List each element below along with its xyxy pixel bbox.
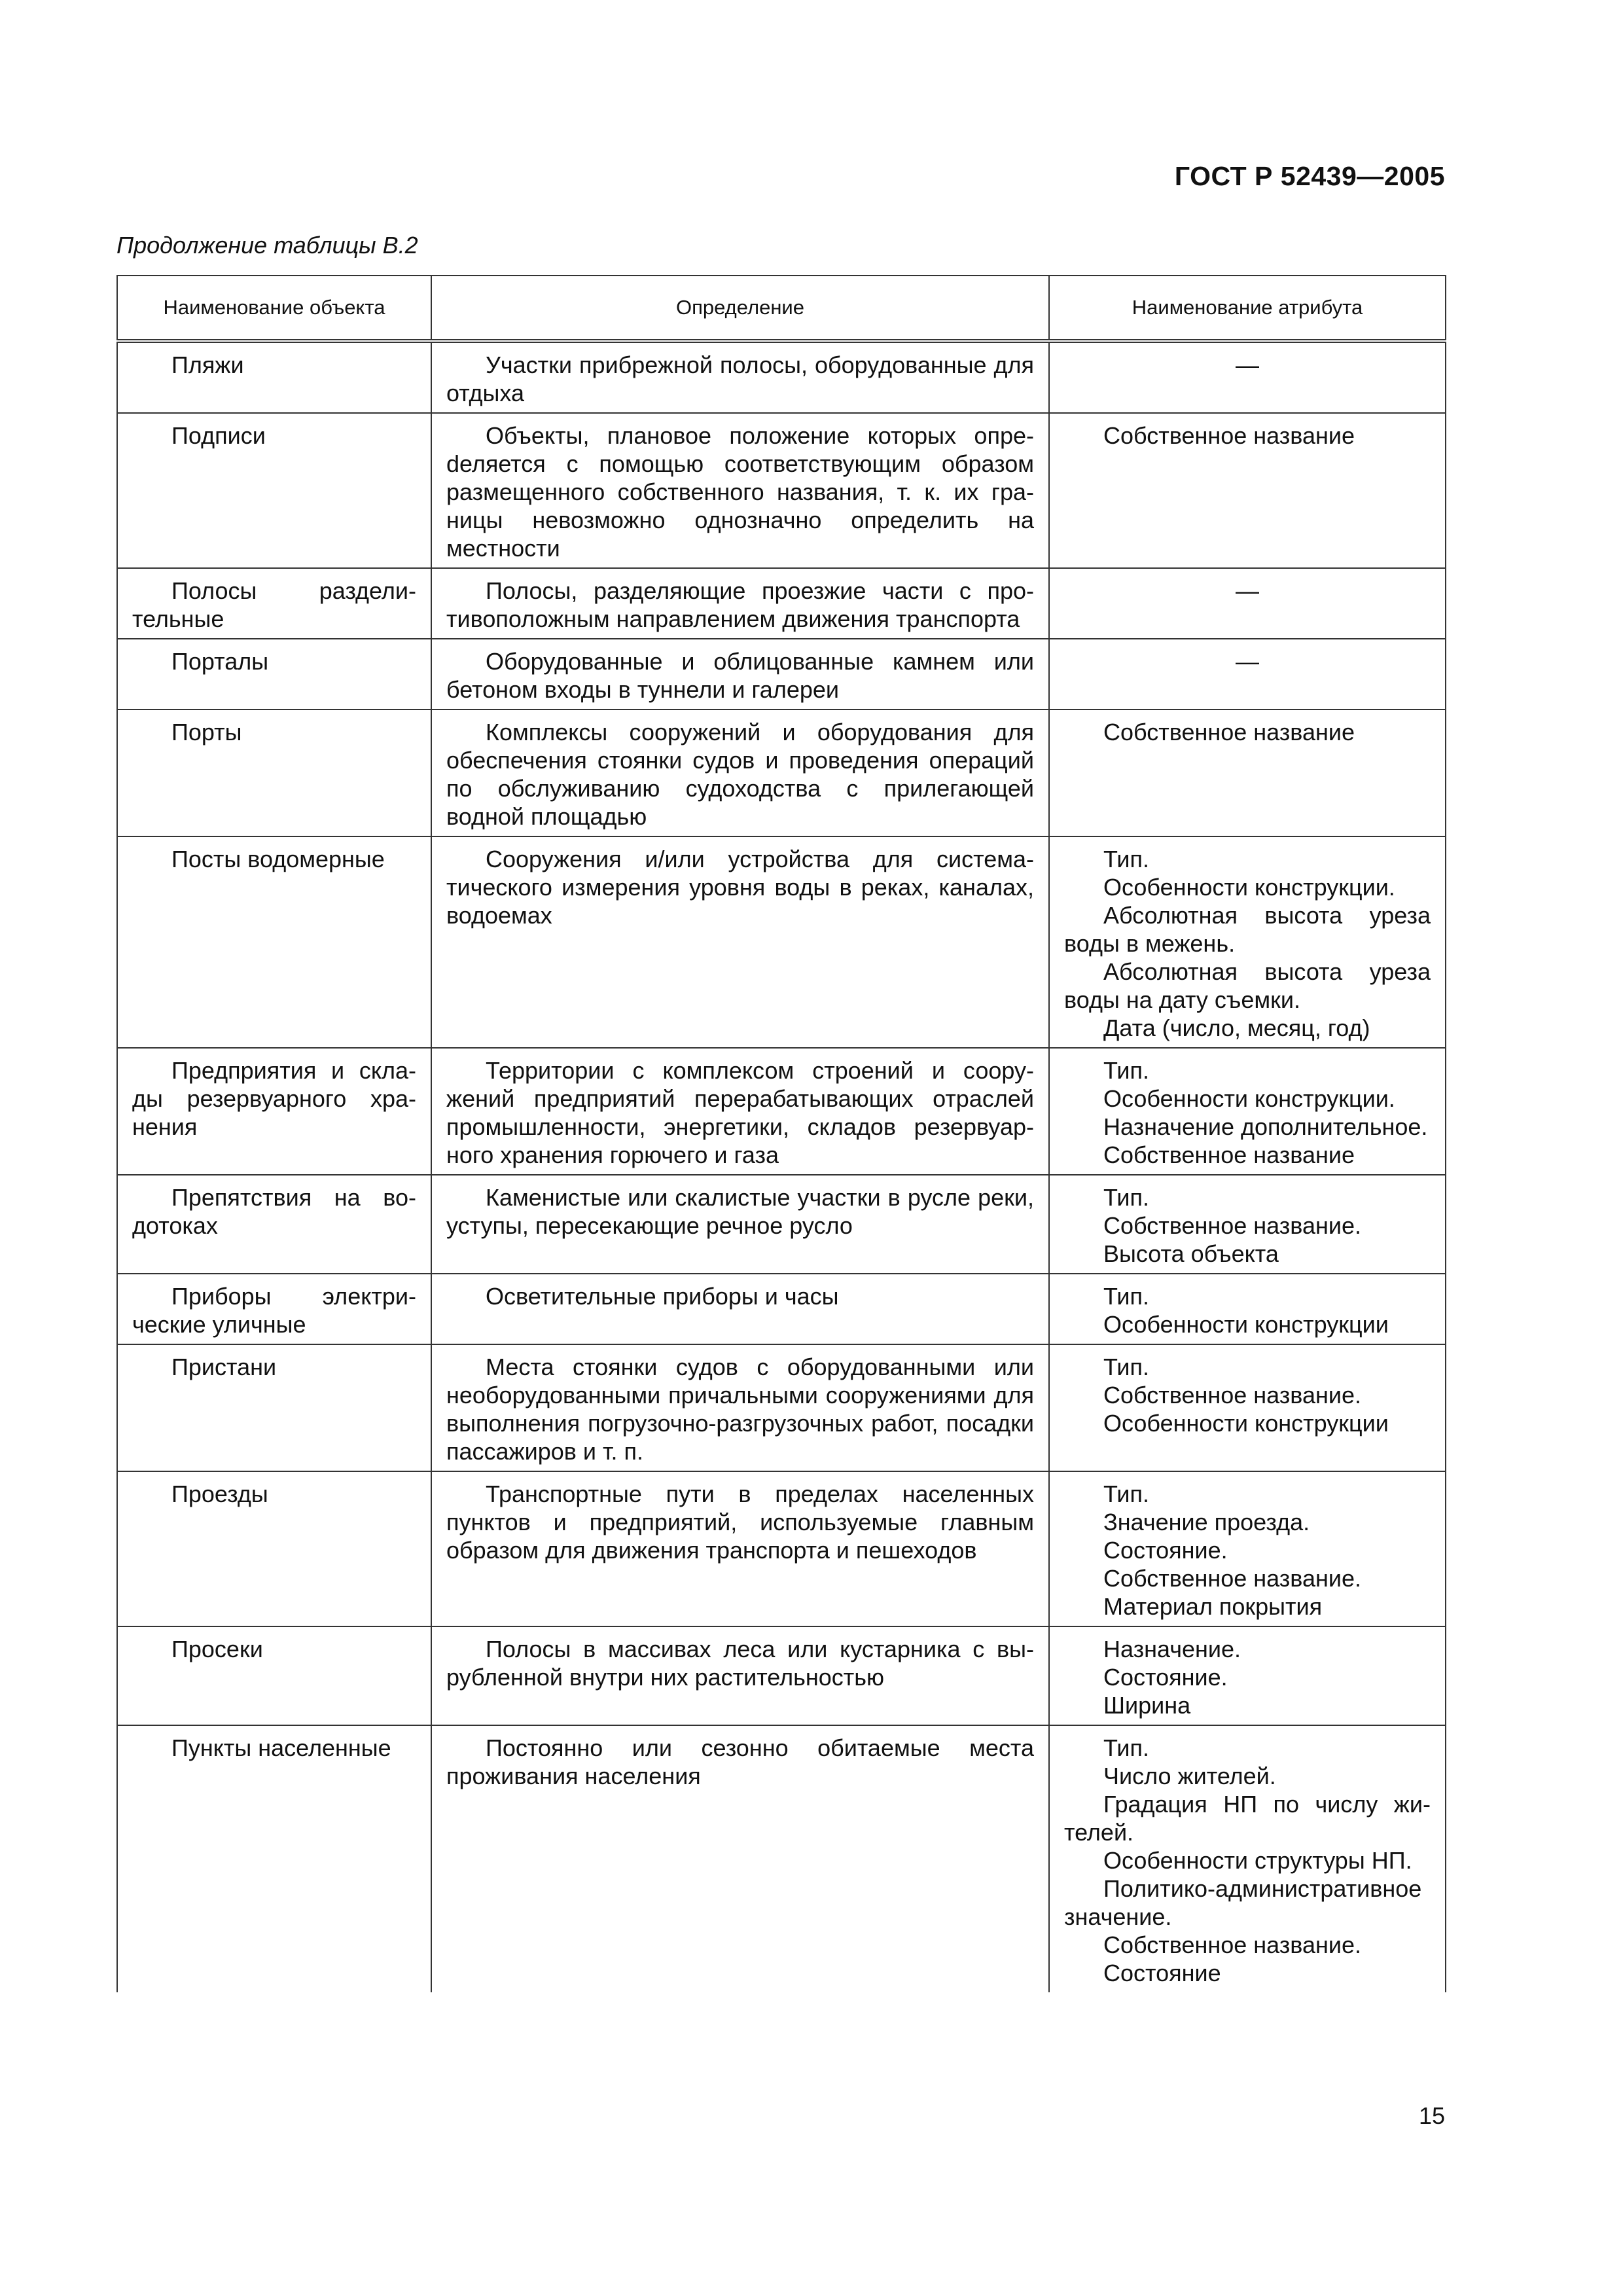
table-header-row <box>117 276 1446 341</box>
attribute-cell <box>1049 709 1446 836</box>
attribute-cell <box>1049 1471 1446 1626</box>
object-name-cell: Пляжи <box>117 341 431 413</box>
definition-cell: Оборудованные и облицованные камнем или бетоном входы в туннели и галереи <box>431 639 1049 709</box>
attribute-line: Политико-административное значение. <box>1064 1875 1422 1930</box>
definition-cell: Полосы, разделяющие проезжие части с противоположным направлением движения транспорта <box>431 568 1049 639</box>
table-continuation-caption: Продолжение таблицы В.2 <box>116 232 418 259</box>
attribute-line: Особенности конструкции. <box>1103 874 1395 901</box>
attribute-line: Тип. <box>1103 1283 1150 1310</box>
definition-cell: Осветительные приборы и часы <box>431 1274 1049 1344</box>
definition-cell: Транспортные пути в пределах населенных пунктов и предприятий, используемые главным образом для движения транспорта и пешеходов <box>431 1471 1049 1626</box>
object-name-cell: Приборы электрические уличные <box>117 1274 431 1344</box>
table-row <box>117 341 1446 413</box>
attribute-line: Собственное название <box>1103 422 1355 449</box>
table-row <box>117 568 1446 639</box>
attribute-line: Собственное название <box>1103 1141 1355 1168</box>
object-name-cell: Препятствия на водотоках <box>117 1175 431 1274</box>
attribute-line: Состояние. <box>1103 1664 1228 1691</box>
attribute-line: Дата (число, месяц, год) <box>1103 1014 1370 1041</box>
table-row <box>117 1344 1446 1471</box>
attribute-cell <box>1049 1725 1446 1992</box>
attribute-line: Особенности конструкции <box>1103 1410 1389 1437</box>
table-row <box>117 639 1446 709</box>
attribute-cell <box>1049 1344 1446 1471</box>
attribute-cell <box>1049 568 1446 639</box>
attribute-line: Значение проезда. <box>1103 1509 1310 1535</box>
attribute-cell <box>1049 1274 1446 1344</box>
attribute-line: Состояние. <box>1103 1537 1228 1564</box>
definition-cell: Сооружения и/или устройства для систематического измерения уровня воды в реках, каналах, водоемах <box>431 836 1049 1048</box>
attribute-cell <box>1049 836 1446 1048</box>
table-row <box>117 413 1446 568</box>
attribute-line: Собственное название. <box>1103 1565 1362 1592</box>
attribute-line: Абсолютная высота уреза воды в межень. <box>1064 902 1431 957</box>
table-row <box>117 836 1446 1048</box>
attribute-line: — <box>1236 351 1259 378</box>
object-name-cell: Предприятия и склады резервуарного хранения <box>117 1048 431 1175</box>
definition-cell: Объекты, плановое положение которых опреdеляется с помощью соответствующим образом размещенного собственного названия, т. к. их границы невозможно однозначно определить на местности <box>431 413 1049 568</box>
attribute-line: Особенности конструкции. <box>1103 1085 1395 1112</box>
table-row <box>117 1048 1446 1175</box>
attribute-line: Число жителей. <box>1103 1763 1276 1789</box>
attribute-line: Особенности структуры НП. <box>1103 1847 1412 1874</box>
table-body <box>117 341 1446 1992</box>
attribute-cell <box>1049 1048 1446 1175</box>
attribute-cell <box>1049 413 1446 568</box>
attribute-cell <box>1049 639 1446 709</box>
object-name-cell: Пристани <box>117 1344 431 1471</box>
object-name-cell: Подписи <box>117 413 431 568</box>
attribute-line: Тип. <box>1103 1057 1150 1084</box>
attribute-line: Тип. <box>1103 1480 1150 1507</box>
object-name-cell: Порталы <box>117 639 431 709</box>
page-number: 15 <box>1418 2102 1445 2129</box>
attribute-cell <box>1049 1626 1446 1725</box>
table-row <box>117 709 1446 836</box>
object-name-cell: Посты водомерные <box>117 836 431 1048</box>
attribute-line: Собственное название <box>1103 719 1355 745</box>
objects-table <box>116 275 1446 1992</box>
definition-cell: Постоянно или сезонно обитаемые места проживания населения <box>431 1725 1049 1992</box>
definition-cell: Места стоянки судов с оборудованными или необорудованными причальными сооружениями для выполнения погрузочно-разгрузочных работ, посадки пассажиров и т. п. <box>431 1344 1049 1471</box>
attribute-line: Тип. <box>1103 1734 1150 1761</box>
attribute-line: Градация НП по числу жителей. <box>1064 1791 1431 1846</box>
column-header-object-name: Наименование объекта <box>117 276 431 341</box>
definition-cell: Участки прибрежной полосы, оборудованные для отдыха <box>431 341 1049 413</box>
definition-cell: Полосы в массивах леса или кустарника с вырубленной внутри них растительностью <box>431 1626 1049 1725</box>
object-name-cell: Просеки <box>117 1626 431 1725</box>
attribute-line: Назначение дополнительное. <box>1103 1113 1428 1140</box>
object-name-cell: Проезды <box>117 1471 431 1626</box>
object-name-cell: Порты <box>117 709 431 836</box>
attribute-line: Тип. <box>1103 1354 1150 1380</box>
table-row <box>117 1471 1446 1626</box>
attribute-line: Состояние <box>1103 1960 1221 1986</box>
table-row <box>117 1725 1446 1992</box>
attribute-line: — <box>1236 577 1259 604</box>
document-standard-number: ГОСТ Р 52439—2005 <box>1174 161 1445 191</box>
attribute-line: Материал покрытия <box>1103 1593 1323 1620</box>
definition-cell: Территории с комплексом строений и сооружений предприятий перерабатывающих отраслей промышленности, энергетики, складов резервуарного хранения горючего и газа <box>431 1048 1049 1175</box>
table-row <box>117 1626 1446 1725</box>
column-header-attribute-name: Наименование атрибута <box>1049 276 1446 341</box>
definition-cell: Комплексы сооружений и оборудования для обеспечения стоянки судов и проведения операций по обслуживанию судоходства с прилегающей водной площадью <box>431 709 1049 836</box>
attribute-line: Ширина <box>1103 1692 1191 1719</box>
attribute-line: Высота объекта <box>1103 1240 1279 1267</box>
attribute-line: Собственное название. <box>1103 1212 1362 1239</box>
object-name-cell: Полосы разделительные <box>117 568 431 639</box>
definition-cell: Каменистые или скалистые участки в русле реки, уступы, пересекающие речное русло <box>431 1175 1049 1274</box>
attribute-line: — <box>1236 648 1259 675</box>
object-name-cell: Пункты населенные <box>117 1725 431 1992</box>
table-row <box>117 1175 1446 1274</box>
attribute-line: Собственное название. <box>1103 1382 1362 1408</box>
attribute-line: Тип. <box>1103 846 1150 872</box>
attribute-cell <box>1049 341 1446 413</box>
attribute-line: Абсолютная высота уреза воды на дату съемки. <box>1064 958 1431 1013</box>
attribute-line: Назначение. <box>1103 1636 1241 1662</box>
attribute-line: Собственное название. <box>1103 1931 1362 1958</box>
column-header-definition: Определение <box>431 276 1049 341</box>
table-header <box>117 276 1446 341</box>
attribute-line: Тип. <box>1103 1184 1150 1211</box>
table-row <box>117 1274 1446 1344</box>
attribute-cell <box>1049 1175 1446 1274</box>
attribute-line: Особенности конструкции <box>1103 1311 1389 1338</box>
